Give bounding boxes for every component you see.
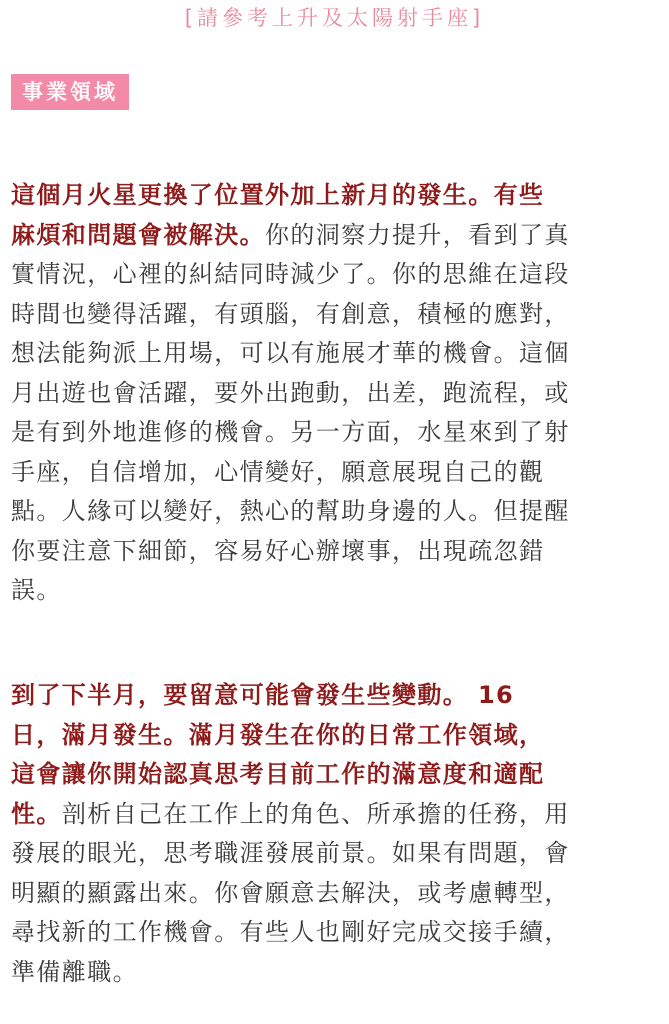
text-line	[11, 492, 661, 532]
text-line	[11, 255, 661, 295]
body-text: 準備離職。	[11, 957, 138, 986]
highlight-text: 這會讓你開始認真思考目前工作的滿意度和適配	[11, 760, 545, 788]
career-paragraph-2	[11, 676, 661, 992]
text-line	[11, 834, 661, 874]
body-text: 時間也變得活躍，有頭腦，有創意，積極的應對，	[11, 299, 570, 328]
body-text: 發展的眼光，思考職涯發展前景。如果有問題，會	[11, 839, 570, 867]
text-line	[11, 532, 661, 572]
highlight-text: 麻煩和問題會被解決。	[11, 220, 265, 249]
text-line	[11, 216, 661, 256]
body-text: 你的洞察力提升，看到了真	[265, 220, 570, 249]
body-text: 是有到外地進修的機會。另一方面，水星來到了射	[11, 418, 570, 446]
text-line	[11, 953, 661, 993]
highlight-text: 這個月火星更換了位置外加上新月的發生。有些	[11, 181, 545, 209]
text-line	[11, 795, 661, 835]
reference-note: [請參考上升及太陽射手座]	[184, 6, 485, 30]
body-text: 實情況，心裡的糾結同時減少了。你的思維在這段	[11, 260, 570, 288]
highlight-text: 性。	[11, 799, 62, 828]
body-text: 手座，自信增加，心情變好，願意展現自己的觀	[11, 457, 545, 486]
text-line	[11, 176, 661, 216]
text-line	[11, 453, 661, 493]
text-line	[11, 874, 661, 914]
text-line	[11, 295, 661, 335]
text-line	[11, 676, 661, 716]
text-line	[11, 913, 661, 953]
body-text: 你要注意下細節，容易好心辦壞事，出現疏忽錯	[11, 536, 545, 565]
body-text: 點。人緣可以變好，熱心的幫助身邊的人。但提醒	[11, 497, 570, 525]
body-text: 尋找新的工作機會。有些人也剛好完成交接手續，	[11, 918, 570, 946]
text-line	[11, 334, 661, 374]
body-text: 月出遊也會活躍，要外出跑動，出差，跑流程，或	[11, 378, 570, 407]
highlight-text: 到了下半月，要留意可能會發生些變動。 16	[11, 681, 515, 709]
highlight-text: 日，滿月發生。滿月發生在你的日常工作領域，	[11, 720, 545, 749]
body-text: 明顯的顯露出來。你會願意去解決，或考慮轉型，	[11, 878, 570, 907]
text-line	[11, 374, 661, 414]
body-text: 剖析自己在工作上的角色、所承擔的任務，用	[61, 799, 570, 828]
text-line	[11, 755, 661, 795]
section-tag-career: 事業領域	[11, 74, 129, 110]
text-line	[11, 716, 661, 756]
text-line	[11, 571, 661, 611]
body-text: 想法能夠派上用場，可以有施展才華的機會。這個	[11, 339, 570, 367]
text-line	[11, 413, 661, 453]
career-paragraph-1	[11, 176, 661, 611]
body-text: 誤。	[11, 576, 62, 604]
